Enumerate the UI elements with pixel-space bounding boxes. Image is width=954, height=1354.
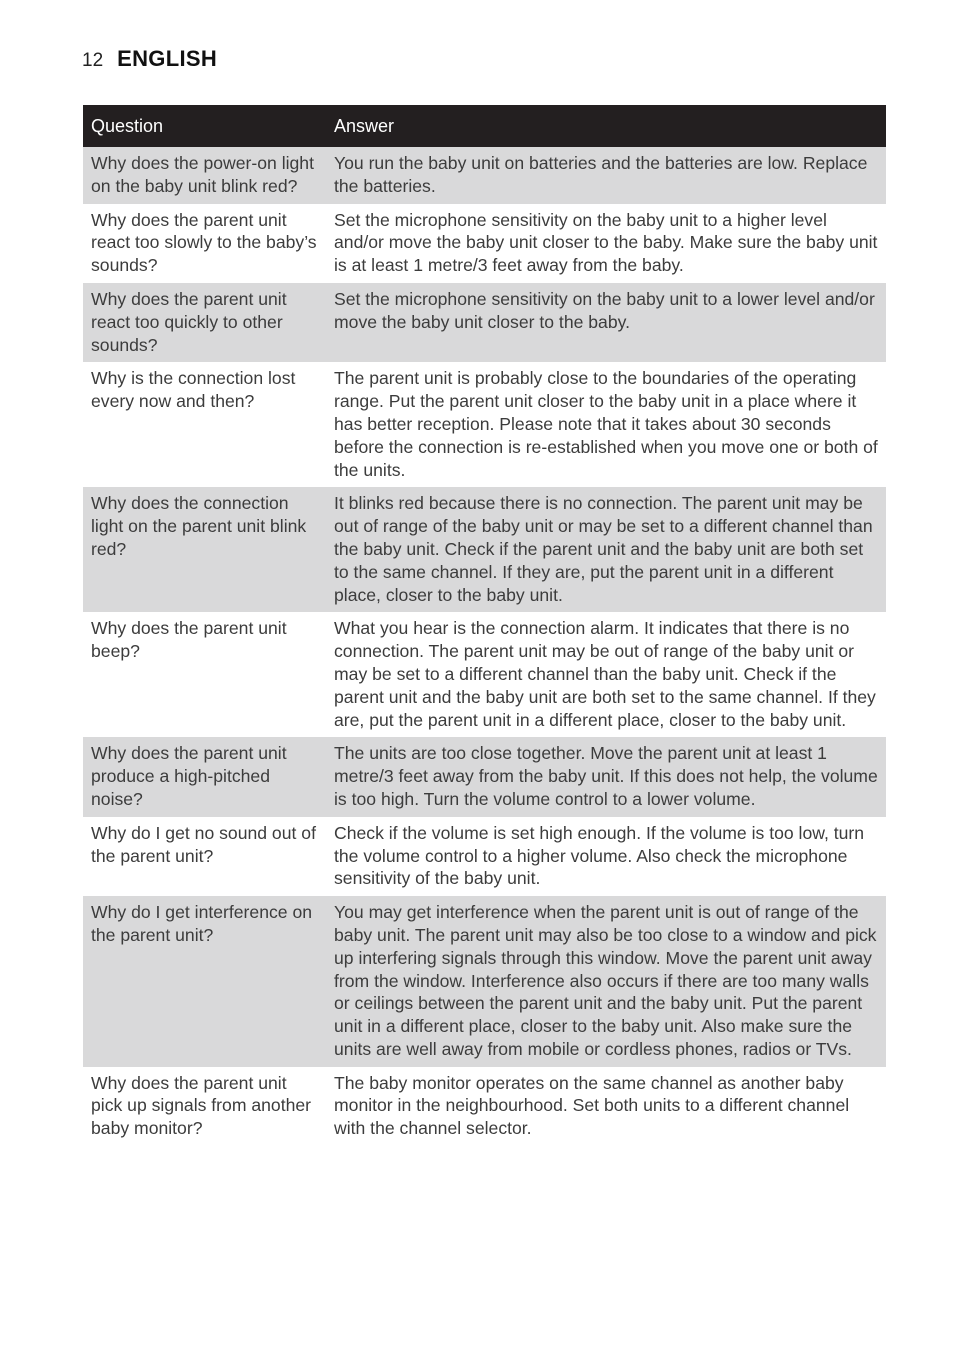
answer-cell: Set the microphone sensitivity on the baby unit to a lower level and/or move the baby unit closer to the baby. (326, 283, 886, 362)
table-row (83, 896, 886, 1067)
question-cell: Why does the connection light on the parent unit blink red? (83, 487, 326, 612)
answer-cell: Check if the volume is set high enough. If the volume is too low, turn the volume control to a higher volume. Also check the microphone sensitivity of the baby unit. (326, 817, 886, 896)
page-number: 12 (82, 50, 104, 71)
answer-cell: The units are too close together. Move the parent unit at least 1 metre/3 feet away from the baby unit. If this does not help, the volume is too high. Turn the volume control to a lower volume. (326, 737, 886, 816)
table-row (83, 817, 886, 896)
table-row (83, 737, 886, 816)
question-cell: Why do I get interference on the parent unit? (83, 896, 326, 1067)
question-column-header: Question (83, 105, 326, 147)
table-row (83, 612, 886, 737)
table-header-row (83, 105, 886, 147)
page-header (82, 46, 217, 72)
table-row (83, 487, 886, 612)
question-cell: Why does the parent unit react too quickly to other sounds? (83, 283, 326, 362)
question-cell: Why is the connection lost every now and then? (83, 362, 326, 487)
answer-column-header: Answer (326, 105, 886, 147)
question-cell: Why do I get no sound out of the parent unit? (83, 817, 326, 896)
answer-cell: What you hear is the connection alarm. It indicates that there is no connection. The parent unit may be out of range of the baby unit or may be set to a different channel than the baby unit. Check if the parent unit and the baby unit are both set to the same channel. If they are, put the parent unit in a different place, closer to the baby unit. (326, 612, 886, 737)
question-cell: Why does the parent unit produce a high-pitched noise? (83, 737, 326, 816)
table-row (83, 283, 886, 362)
answer-cell: The baby monitor operates on the same channel as another baby monitor in the neighbourhood. Set both units to a different channel with the channel selector. (326, 1067, 886, 1146)
answer-cell: You may get interference when the parent unit is out of range of the baby unit. The parent unit may also be too close to a window and pick up interfering signals through this window. Move the parent unit away from the window. Interference also occurs if there are too many walls or ceilings between the parent unit and the baby unit. Put the parent unit in a different place, closer to the baby unit. Also make sure the units are well away from mobile or cordless phones, radios or TVs. (326, 896, 886, 1067)
table-row (83, 1067, 886, 1146)
answer-cell: Set the microphone sensitivity on the baby unit to a higher level and/or move the baby unit closer to the baby. Make sure the baby unit is at least 1 metre/3 feet away from the baby. (326, 204, 886, 283)
table-row (83, 204, 886, 283)
answer-cell: It blinks red because there is no connection. The parent unit may be out of range of the baby unit or may be set to a different channel than the baby unit. Check if the parent unit and the baby unit are both set to the same channel. If they are, put the parent unit in a different place, closer to the baby unit. (326, 487, 886, 612)
table-row (83, 147, 886, 204)
answer-cell: You run the baby unit on batteries and the batteries are low. Replace the batteries. (326, 147, 886, 204)
section-language-title: ENGLISH (117, 46, 218, 71)
question-cell: Why does the power-on light on the baby unit blink red? (83, 147, 326, 204)
question-cell: Why does the parent unit pick up signals from another baby monitor? (83, 1067, 326, 1146)
question-cell: Why does the parent unit beep? (83, 612, 326, 737)
question-cell: Why does the parent unit react too slowly to the baby’s sounds? (83, 204, 326, 283)
troubleshooting-table (83, 105, 886, 1146)
table-row (83, 362, 886, 487)
answer-cell: The parent unit is probably close to the boundaries of the operating range. Put the parent unit closer to the baby unit in a place where it has better reception. Please note that it takes about 30 seconds before the connection is re-established when you move one or both of the units. (326, 362, 886, 487)
